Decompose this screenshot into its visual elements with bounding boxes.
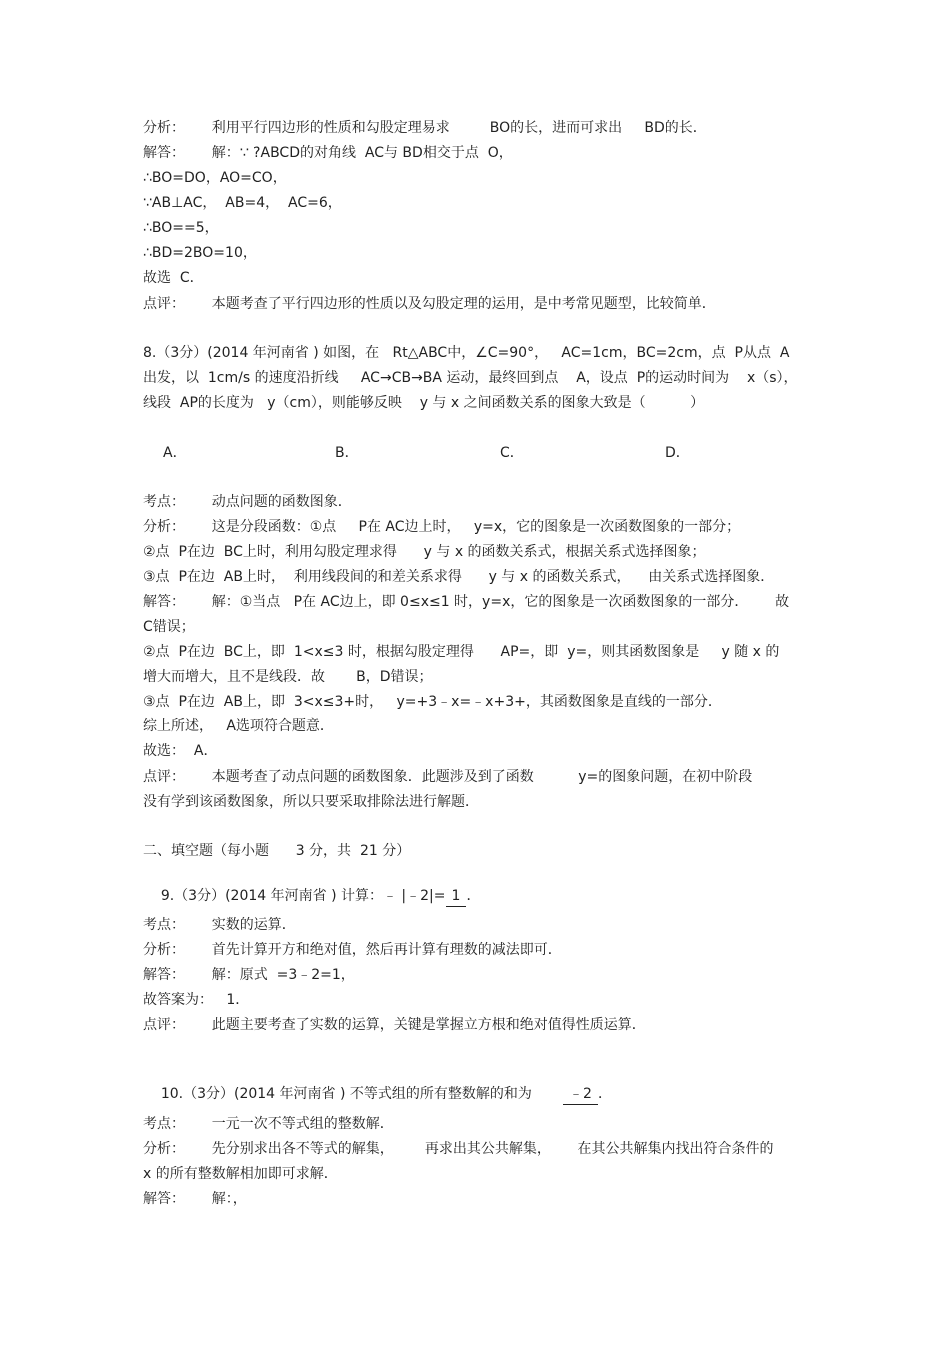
text-line: 解答： 解：，: [143, 1191, 247, 1207]
question-9-answer: 1: [446, 886, 467, 907]
option-label: B．: [335, 445, 359, 461]
option-label: D．: [665, 445, 690, 461]
option-label: C．: [500, 445, 524, 461]
text-line: C错误；: [143, 619, 195, 635]
text-line: 考点： 动点问题的函数图象．: [143, 494, 352, 510]
text-line: 考点： 实数的运算．: [143, 917, 296, 933]
question-9-text: 9.（3分）(2014 年河南省 ) 计算：﹣ |﹣2|=: [160, 888, 446, 904]
text-line: 分析： 先分别求出各不等式的解集， 再求出其公共解集， 在其公共解集内找出符合条件的: [143, 1141, 774, 1157]
text-line: x 的所有整数解相加即可求解．: [143, 1166, 338, 1182]
text-line: ③点 P在边 AB上时， 利用线段间的和差关系求得 y 与 x 的函数关系式， 由关系式选择图象．: [143, 569, 775, 585]
text-line: 故选： A．: [143, 743, 218, 759]
question-9-end: ．: [466, 888, 481, 904]
text-line: 解答： 解：原式 =3﹣2=1，: [143, 967, 355, 983]
text-line: 二、填空题（每小题 3 分，共 21 分）: [143, 843, 411, 859]
question-9: [143, 866, 480, 927]
text-line: 没有学到该函数图象，所以只要采取排除法进行解题．: [143, 794, 479, 810]
text-line: ②点 P在边 BC上，即 1<x≤3 时，根据勾股定理得 AP=，即 y=，则其函数图象是 y 随 x 的: [143, 644, 780, 660]
question-10-answer: ﹣2: [563, 1084, 598, 1105]
text-line: ∴BO==5，: [143, 220, 219, 236]
text-line: ③点 P在边 AB上，即 3<x≤3+时， y=+3﹣x=﹣x+3+，其函数图象是直线的一部分．: [143, 694, 722, 710]
text-line: 解答： 解：①当点 P在 AC边上，即 0≤x≤1 时，y=x，它的图象是一次函数图象的一部分． 故: [143, 594, 790, 610]
text-line: ∴BO=DO，AO=CO，: [143, 170, 287, 186]
text-line: 8.（3分）(2014 年河南省 ) 如图，在 Rt△ABC中，∠C=90°， AC=1cm，BC=2cm，点 P从点 A: [143, 345, 790, 361]
option-label: A．: [163, 445, 187, 461]
text-line: ∴BD=2BO=10，: [143, 245, 257, 261]
text-line: ∵AB⊥AC， AB=4， AC=6，: [143, 195, 342, 211]
text-line: 综上所述， A选项符合题意．: [143, 718, 334, 734]
text-line: 出发，以 1cm/s 的速度沿折线 AC→CB→BA 运动，最终回到点 A，设点 P的运动时间为 x（s），: [143, 370, 798, 386]
text-line: 线段 AP的长度为 y（cm），则能够反映 y 与 x 之间函数关系的图象大致是（ ）: [143, 395, 705, 411]
text-line: 增大而增大，且不是线段．故 B，D错误；: [143, 669, 433, 685]
question-10-end: ．: [597, 1086, 612, 1102]
text-line: 点评： 本题考查了平行四边形的性质以及勾股定理的运用，是中考常见题型，比较简单．: [143, 296, 716, 312]
text-line: 分析： 利用平行四边形的性质和勾股定理易求 BO的长，进而可求出 BD的长．: [143, 120, 707, 136]
text-line: 故选 C．: [143, 270, 204, 286]
question-10-text: 10.（3分）(2014 年河南省 ) 不等式组的所有整数解的和为: [160, 1086, 564, 1102]
text-line: 点评： 本题考查了动点问题的函数图象．此题涉及到了函数 y=的图象问题，在初中阶段: [143, 769, 753, 785]
text-line: 故答案为： 1．: [143, 992, 250, 1008]
text-line: 分析： 这是分段函数：①点 P在 AC边上时， y=x，它的图象是一次函数图象的一部分；: [143, 519, 741, 535]
question-10: [143, 1064, 612, 1125]
text-line: 考点： 一元一次不等式组的整数解．: [143, 1116, 394, 1132]
text-line: ②点 P在边 BC上时，利用勾股定理求得 y 与 x 的函数关系式，根据关系式选择图象；: [143, 544, 706, 560]
text-line: 点评： 此题主要考查了实数的运算，关键是掌握立方根和绝对值得性质运算．: [143, 1017, 646, 1033]
text-line: 分析： 首先计算开方和绝对值，然后再计算有理数的减法即可．: [143, 942, 562, 958]
text-line: 解答： 解：∵ ?ABCD的对角线 AC与 BD相交于点 O，: [143, 145, 513, 161]
